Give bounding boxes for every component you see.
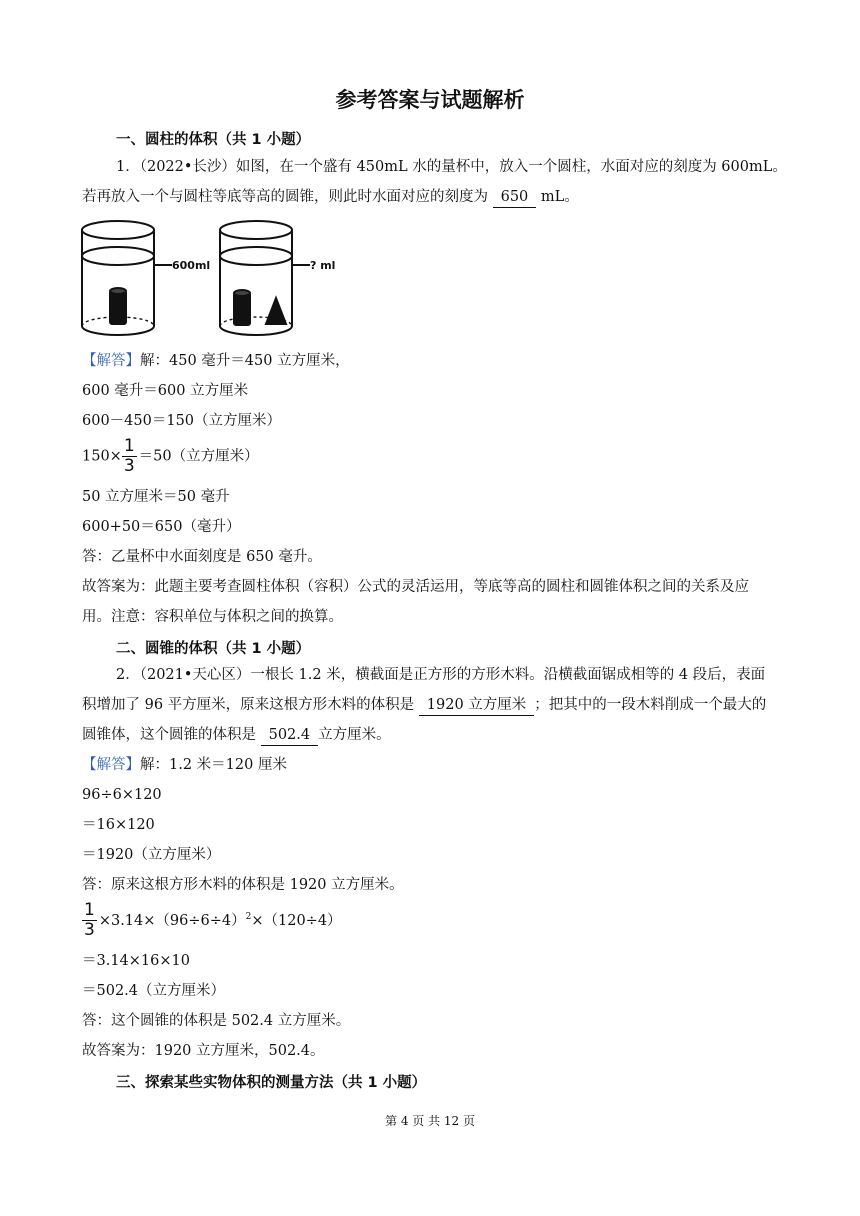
q2-exponent: 2 bbox=[245, 912, 252, 922]
q2-solution-line-2: 96÷6×120 bbox=[82, 787, 162, 803]
q2-solution-line-9: 答：这个圆锥的体积是 502.4 立方厘米。 bbox=[82, 1013, 351, 1029]
cup-with-cylinder bbox=[82, 221, 172, 335]
q1-solution-line-5: 50 立方厘米＝50 毫升 bbox=[82, 489, 230, 505]
q2-solution-line-3: ＝16×120 bbox=[82, 817, 155, 833]
cup-with-cylinder-and-cone bbox=[220, 221, 310, 335]
q2-stem-line-3 bbox=[82, 720, 782, 750]
q1-solution-line-3: 600－450＝150（立方厘米） bbox=[82, 413, 282, 429]
q1-solution-line-9: 用。注意：容积单位与体积之间的换算。 bbox=[82, 609, 343, 625]
q1-fraction-line bbox=[82, 438, 782, 475]
q2-solution-line-1 bbox=[82, 750, 782, 780]
q1-solution-line-1 bbox=[82, 346, 782, 376]
section-heading-3: 三、探索某些实物体积的测量方法（共 1 小题） bbox=[116, 1075, 427, 1091]
q2-stem-line-1: 2．（2021•天心区）一根长 1.2 米，横截面是正方形的方形木料。沿横截面锯成相等的 4 段后，表面 bbox=[116, 667, 766, 683]
q2-stem-text-2: 积增加了 96 平方厘米，原来这根方形木料的体积是 bbox=[82, 697, 415, 713]
q2-solution-line-5: 答：原来这根方形木料的体积是 1920 立方厘米。 bbox=[82, 877, 404, 893]
section-heading-1: 一、圆柱的体积（共 1 小题） bbox=[116, 132, 311, 148]
fraction-numerator: 1 bbox=[123, 436, 135, 456]
fraction-denominator: 3 bbox=[123, 456, 135, 476]
q2-solution-line-10: 故答案为：1920 立方厘米，502.4。 bbox=[82, 1043, 325, 1059]
q2-stem-text-2b: ；把其中的一段木料削成一个最大的 bbox=[534, 697, 767, 713]
q2-answer-blank-1: 1920 立方厘米 bbox=[419, 695, 535, 716]
section-heading-2: 二、圆锥的体积（共 1 小题） bbox=[116, 641, 311, 657]
q2-stem-text-3b: 立方厘米。 bbox=[318, 727, 391, 743]
q1-solution-line-8: 故答案为：此题主要考查圆柱体积（容积）公式的灵活运用，等底等高的圆柱和圆锥体积之间的关系及应 bbox=[82, 579, 749, 595]
fraction-numerator: 1 bbox=[84, 900, 95, 921]
q2-stem-line-2 bbox=[82, 690, 782, 720]
q1-solution-line-6: 600+50＝650（毫升） bbox=[82, 519, 241, 535]
fraction-one-third bbox=[82, 902, 97, 939]
q2-solution-tag: 【解答】 bbox=[82, 757, 140, 773]
q2-fraction-line bbox=[82, 902, 782, 939]
q1-stem-text: 若再放入一个与圆柱等底等高的圆锥，则此时水面对应的刻度为 bbox=[82, 189, 488, 205]
q2-stem-text-3: 圆锥体，这个圆锥的体积是 bbox=[82, 727, 256, 743]
q1-solution-text: 解：450 毫升＝450 立方厘米， bbox=[140, 353, 350, 369]
fig-label-question-ml: ? ml bbox=[310, 259, 336, 272]
q2-solution-line-4: ＝1920（立方厘米） bbox=[82, 847, 221, 863]
q2-solution-line-7: ＝3.14×16×10 bbox=[82, 953, 190, 969]
q1-stem-line-2 bbox=[82, 182, 782, 212]
fig-label-600ml: 600ml bbox=[172, 259, 211, 272]
page-title: 参考答案与试题解析 bbox=[335, 88, 525, 112]
q1-frac-pre: 150× bbox=[82, 448, 122, 465]
q1-stem-line-1: 1．（2022•长沙）如图，在一个盛有 450mL 水的量杯中，放入一个圆柱，水面对应的刻度为 600mL。 bbox=[116, 159, 787, 175]
page-footer: 第 4 页 共 12 页 bbox=[385, 1114, 475, 1128]
q1-frac-post: ＝50（立方厘米） bbox=[138, 448, 259, 465]
q1-answer-blank: 650 bbox=[493, 187, 537, 208]
q2-frac-post-a: ×3.14×（96÷6÷4） bbox=[98, 912, 246, 929]
q2-solution-line-8: ＝502.4（立方厘米） bbox=[82, 983, 226, 999]
q1-solution-tag: 【解答】 bbox=[82, 353, 140, 369]
q2-frac-post-b: ×（120÷4） bbox=[251, 912, 342, 929]
measuring-cups-figure bbox=[80, 218, 380, 343]
q2-solution-text: 解：1.2 米＝120 厘米 bbox=[140, 757, 287, 773]
fraction-denominator: 3 bbox=[84, 920, 95, 941]
q1-solution-line-2: 600 毫升＝600 立方厘米 bbox=[82, 383, 249, 399]
q2-answer-blank-2: 502.4 bbox=[261, 725, 319, 746]
q1-stem-unit: mL。 bbox=[540, 189, 579, 205]
fraction-one-third bbox=[122, 438, 137, 475]
q1-solution-line-7: 答：乙量杯中水面刻度是 650 毫升。 bbox=[82, 549, 322, 565]
